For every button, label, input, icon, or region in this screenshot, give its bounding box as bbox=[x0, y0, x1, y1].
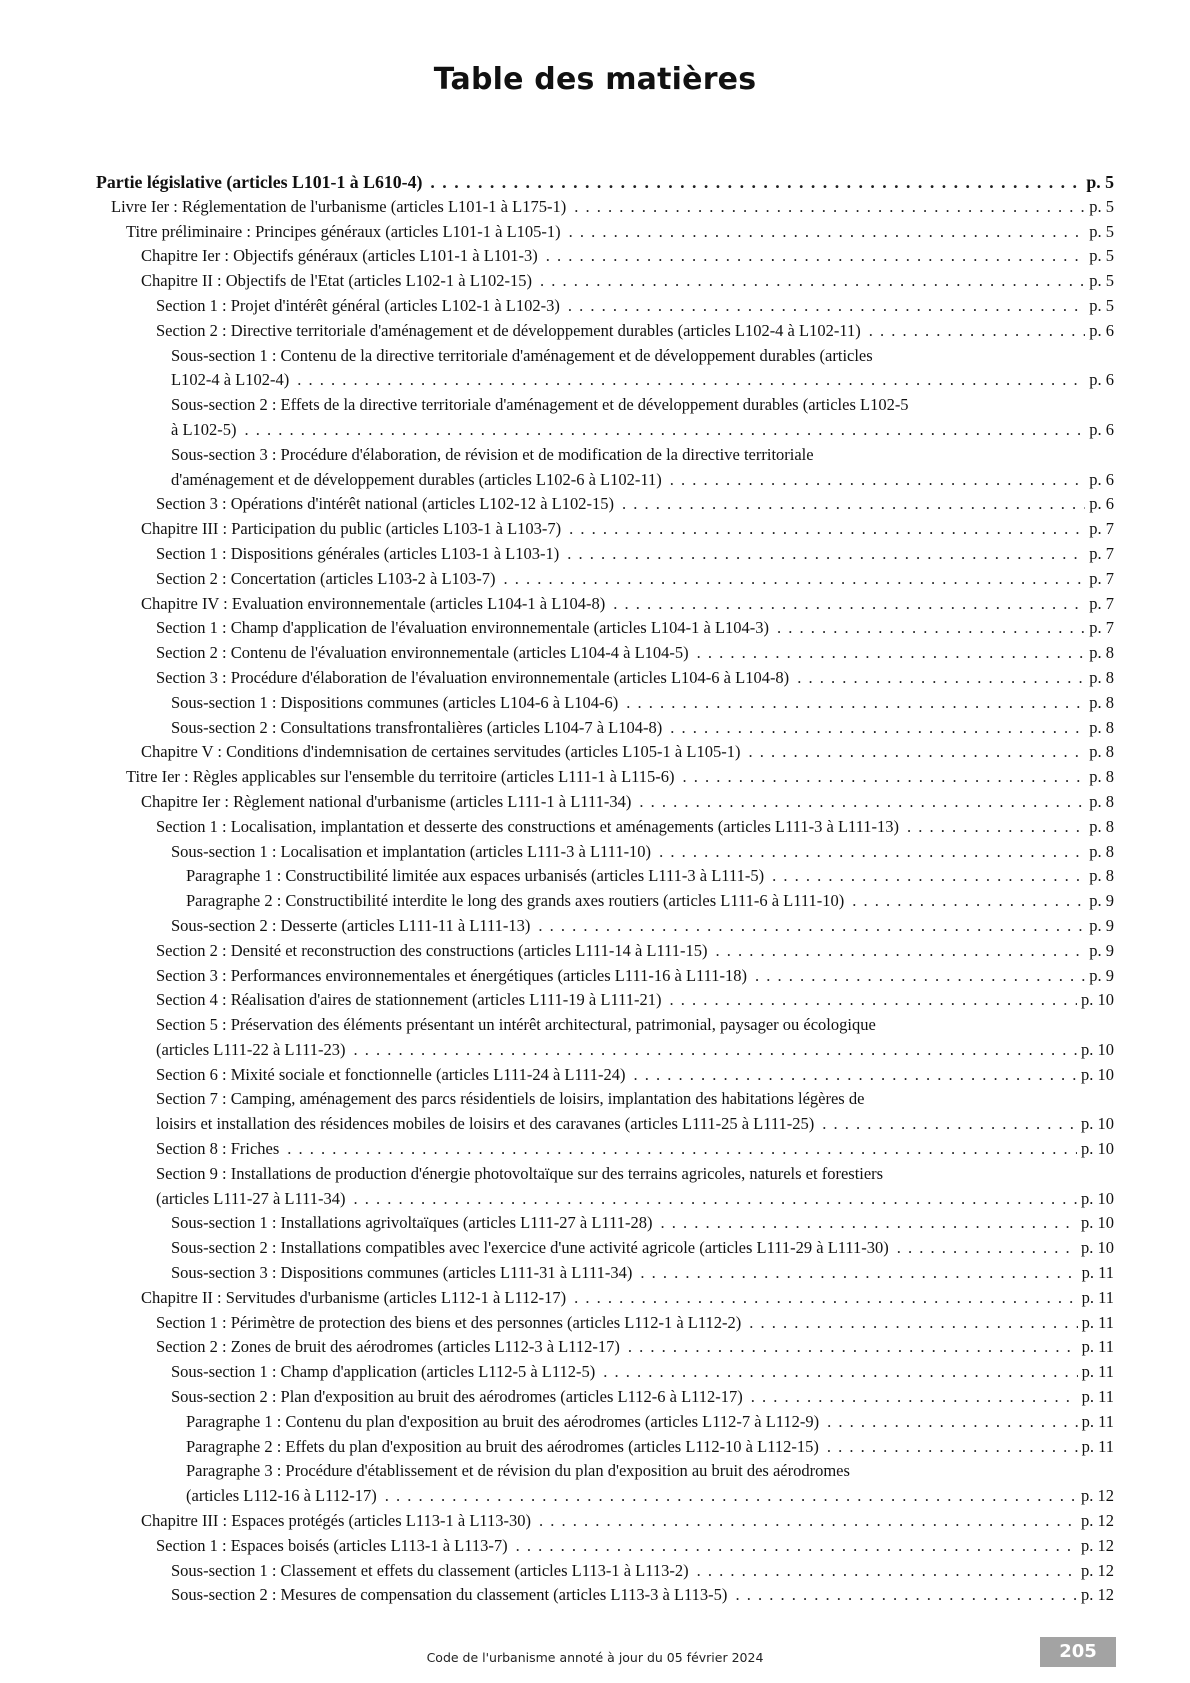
dot-leader bbox=[639, 790, 1085, 815]
dot-leader bbox=[245, 418, 1086, 443]
toc-entry-page: p. 10 bbox=[1081, 1188, 1114, 1208]
toc-entry-text: Sous-section 1 : Localisation et implantation (articles L111-3 à L111-10) bbox=[171, 841, 652, 861]
dot-leader bbox=[869, 319, 1086, 344]
toc-entry-text: Sous-section 3 : Procédure d'élaboration, de révision et de modification de la directive territoriale bbox=[171, 444, 814, 464]
dot-leader bbox=[569, 517, 1085, 542]
toc-entry-text: Section 5 : Préservation des éléments présentant un intérêt architectural, patrimonial, paysager ou écologique bbox=[156, 1015, 876, 1035]
toc-entry[interactable] bbox=[96, 1087, 1114, 1137]
dot-leader bbox=[626, 691, 1085, 716]
toc-entry[interactable] bbox=[96, 1162, 1114, 1212]
toc-entry-text: Section 3 : Performances environnementales et énergétiques (articles L111-16 à L111-18) bbox=[156, 965, 748, 985]
dot-leader bbox=[748, 740, 1085, 765]
toc-entry-text: à L102-5) bbox=[171, 419, 237, 439]
toc-entry-text: Sous-section 3 : Dispositions communes (articles L111-31 à L111-34) bbox=[171, 1263, 633, 1283]
toc-entry-page: p. 6 bbox=[1089, 370, 1114, 390]
toc-entry-text: Section 3 : Procédure d'élaboration de l'évaluation environnementale (articles L104-6 à L104-8) bbox=[156, 667, 790, 687]
toc-entry-text: Chapitre Ier : Objectifs généraux (articles L101-1 à L101-3) bbox=[141, 246, 538, 266]
dot-leader bbox=[622, 492, 1085, 517]
toc-entry-text: Section 1 : Dispositions générales (articles L103-1 à L103-1) bbox=[156, 543, 560, 563]
toc-entry-text: Sous-section 1 : Champ d'application (articles L112-5 à L112-5) bbox=[171, 1362, 596, 1382]
toc-entry-text: Chapitre V : Conditions d'indemnisation de certaines servitudes (articles L105-1 à L105-1) bbox=[141, 742, 741, 762]
dot-leader bbox=[640, 1261, 1077, 1286]
dot-leader bbox=[516, 1534, 1077, 1559]
toc-entry-page: p. 11 bbox=[1081, 1411, 1114, 1431]
dot-leader bbox=[772, 864, 1085, 889]
toc-entry[interactable] bbox=[96, 492, 1114, 517]
toc-entry[interactable] bbox=[96, 691, 1114, 716]
toc-entry-text: Section 1 : Espaces boisés (articles L113-1 à L113-7) bbox=[156, 1535, 508, 1555]
toc-entry-text: Paragraphe 3 : Procédure d'établissement et de révision du plan d'exposition au bruit des aérodromes bbox=[186, 1461, 850, 1481]
toc-entry-text: Section 2 : Zones de bruit des aérodromes (articles L112-3 à L112-17) bbox=[156, 1337, 620, 1357]
toc-entry-text: Section 2 : Densité et reconstruction des constructions (articles L111-14 à L111-15) bbox=[156, 940, 708, 960]
dot-leader bbox=[504, 567, 1086, 592]
toc-entry-page: p. 6 bbox=[1089, 494, 1114, 514]
toc-entry-page: p. 11 bbox=[1081, 1387, 1114, 1407]
toc-entry[interactable] bbox=[96, 244, 1114, 269]
toc-entry-text: Section 1 : Localisation, implantation et desserte des constructions et aménagements (articles L111-3 à L111-13) bbox=[156, 816, 900, 836]
toc-entry-page: p. 6 bbox=[1089, 419, 1114, 439]
toc-entry-page: p. 7 bbox=[1089, 618, 1114, 638]
toc-entry-text: Chapitre Ier : Règlement national d'urbanisme (articles L111-1 à L111-34) bbox=[141, 791, 632, 811]
toc-entry-page: p. 7 bbox=[1089, 543, 1114, 563]
toc-entry-page: p. 8 bbox=[1089, 742, 1114, 762]
dot-leader bbox=[297, 368, 1085, 393]
dot-leader bbox=[735, 1583, 1077, 1608]
toc-entry-text: Titre Ier : Règles applicables sur l'ensemble du territoire (articles L111-1 à L115-6) bbox=[126, 767, 675, 787]
dot-leader bbox=[777, 616, 1085, 641]
dot-leader bbox=[287, 1137, 1077, 1162]
toc-entry-page: p. 11 bbox=[1081, 1436, 1114, 1456]
toc-entry-page: p. 10 bbox=[1081, 1213, 1114, 1233]
dot-leader bbox=[538, 914, 1085, 939]
toc-entry[interactable] bbox=[96, 1211, 1114, 1236]
toc-entry-page: p. 7 bbox=[1089, 568, 1114, 588]
toc-entry-page: p. 9 bbox=[1089, 915, 1114, 935]
toc-entry-text: Livre Ier : Réglementation de l'urbanisme (articles L101-1 à L175-1) bbox=[111, 196, 567, 216]
dot-leader bbox=[697, 641, 1086, 666]
toc-entry-page: p. 8 bbox=[1089, 816, 1114, 836]
dot-leader bbox=[354, 1187, 1077, 1212]
toc-entry-text: Paragraphe 2 : Constructibilité interdite le long des grands axes routiers (articles L111-6 à L111-10) bbox=[186, 891, 845, 911]
dot-leader bbox=[613, 592, 1085, 617]
toc-entry[interactable] bbox=[96, 889, 1114, 914]
toc-entry-page: p. 8 bbox=[1089, 667, 1114, 687]
dot-leader bbox=[546, 244, 1085, 269]
toc-entry-page: p. 5 bbox=[1089, 221, 1114, 241]
toc-entry-text: Section 9 : Installations de production d'énergie photovoltaïque sur des terrains agricoles, naturels et forestiers bbox=[156, 1163, 884, 1183]
toc-entry[interactable] bbox=[96, 1509, 1114, 1534]
toc-entry-page: p. 10 bbox=[1081, 1114, 1114, 1134]
toc-entry[interactable] bbox=[96, 1063, 1114, 1088]
toc-entry-text: Section 4 : Réalisation d'aires de stationnement (articles L111-19 à L111-21) bbox=[156, 990, 662, 1010]
toc-entry[interactable] bbox=[96, 220, 1114, 245]
toc-entry-page: p. 12 bbox=[1081, 1560, 1114, 1580]
dot-leader bbox=[354, 1038, 1077, 1063]
toc-entry-text: Section 7 : Camping, aménagement des parcs résidentiels de loisirs, implantation des habitations légères de bbox=[156, 1089, 865, 1109]
toc-entry-page: p. 11 bbox=[1081, 1337, 1114, 1357]
toc-entry-page: p. 11 bbox=[1081, 1263, 1114, 1283]
dot-leader bbox=[716, 939, 1086, 964]
toc-entry[interactable] bbox=[96, 592, 1114, 617]
toc-entry-text: Sous-section 1 : Classement et effets du classement (articles L113-1 à L113-2) bbox=[171, 1560, 689, 1580]
toc-entry-text: Chapitre IV : Evaluation environnementale (articles L104-1 à L104-8) bbox=[141, 593, 606, 613]
toc-entry-text: Sous-section 2 : Installations compatibles avec l'exercice d'une activité agricole (articles L111-29 à L111-30) bbox=[171, 1238, 889, 1258]
toc-entry-page: p. 10 bbox=[1081, 1039, 1114, 1059]
toc-entry[interactable] bbox=[96, 914, 1114, 939]
dot-leader bbox=[634, 1063, 1078, 1088]
toc-entry-text: Section 2 : Contenu de l'évaluation environnementale (articles L104-4 à L104-5) bbox=[156, 643, 689, 663]
page-title: Table des matières bbox=[433, 62, 757, 97]
toc-entry-page: p. 9 bbox=[1089, 940, 1114, 960]
toc-entry-page: p. 6 bbox=[1089, 320, 1114, 340]
toc-entry-text: Section 2 : Concertation (articles L103-2 à L103-7) bbox=[156, 568, 496, 588]
dot-leader bbox=[628, 1335, 1078, 1360]
toc-entry-text: Chapitre II : Objectifs de l'Etat (articles L102-1 à L102-15) bbox=[141, 271, 533, 291]
toc-entry-page: p. 8 bbox=[1089, 692, 1114, 712]
toc-entry[interactable] bbox=[96, 815, 1114, 840]
toc-entry[interactable] bbox=[96, 567, 1114, 592]
toc-entry-text: Titre préliminaire : Principes généraux (articles L101-1 à L105-1) bbox=[126, 221, 561, 241]
toc-entry-text: Chapitre III : Espaces protégés (articles L113-1 à L113-30) bbox=[141, 1511, 532, 1531]
dot-leader bbox=[897, 1236, 1077, 1261]
toc-entry-page: p. 12 bbox=[1081, 1535, 1114, 1555]
table-of-contents bbox=[96, 170, 1114, 1608]
toc-entry-text: Sous-section 1 : Installations agrivoltaïques (articles L111-27 à L111-28) bbox=[171, 1213, 653, 1233]
toc-entry-text: Partie législative (articles L101-1 à L610-4) bbox=[96, 172, 423, 192]
toc-entry-text: Section 1 : Périmètre de protection des biens et des personnes (articles L112-1 à L112-2) bbox=[156, 1312, 742, 1332]
toc-entry-text: Paragraphe 2 : Effets du plan d'exposition au bruit des aérodromes (articles L112-10 à L112-15) bbox=[186, 1436, 819, 1456]
dot-leader bbox=[574, 1286, 1077, 1311]
dot-leader bbox=[568, 294, 1085, 319]
toc-entry-page: p. 6 bbox=[1089, 469, 1114, 489]
toc-entry[interactable] bbox=[96, 344, 1114, 394]
dot-leader bbox=[670, 468, 1085, 493]
toc-entry-text: Sous-section 2 : Desserte (articles L111-11 à L111-13) bbox=[171, 915, 531, 935]
toc-entry-page: p. 8 bbox=[1089, 841, 1114, 861]
toc-entry[interactable] bbox=[96, 840, 1114, 865]
toc-entry-page: p. 8 bbox=[1089, 791, 1114, 811]
toc-entry-page: p. 10 bbox=[1081, 1238, 1114, 1258]
toc-entry-page: p. 5 bbox=[1089, 271, 1114, 291]
dot-leader bbox=[751, 1385, 1078, 1410]
toc-entry-page: p. 9 bbox=[1089, 965, 1114, 985]
toc-entry-text: Section 6 : Mixité sociale et fonctionnelle (articles L111-24 à L111-24) bbox=[156, 1064, 626, 1084]
page-number-badge: 205 bbox=[1040, 1637, 1116, 1667]
toc-entry-page: p. 11 bbox=[1081, 1312, 1114, 1332]
toc-entry-page: p. 8 bbox=[1089, 717, 1114, 737]
toc-entry-text: Sous-section 1 : Contenu de la directive territoriale d'aménagement et de développement durables (articles bbox=[171, 345, 873, 365]
toc-entry-page: p. 5 bbox=[1086, 172, 1114, 192]
toc-entry-page: p. 11 bbox=[1081, 1362, 1114, 1382]
toc-entry-page: p. 5 bbox=[1089, 295, 1114, 315]
toc-entry-page: p. 12 bbox=[1081, 1511, 1114, 1531]
toc-entry[interactable] bbox=[96, 1385, 1114, 1410]
toc-entry-page: p. 7 bbox=[1089, 519, 1114, 539]
toc-entry[interactable] bbox=[96, 1583, 1114, 1608]
toc-entry[interactable] bbox=[96, 393, 1114, 443]
dot-leader bbox=[852, 889, 1085, 914]
toc-entry-text: Paragraphe 1 : Contenu du plan d'exposition au bruit des aérodromes (articles L112-7 à L112-9) bbox=[186, 1411, 820, 1431]
toc-entry[interactable] bbox=[96, 964, 1114, 989]
toc-entry[interactable] bbox=[96, 319, 1114, 344]
toc-entry[interactable] bbox=[96, 939, 1114, 964]
dot-leader bbox=[574, 195, 1085, 220]
dot-leader bbox=[749, 1311, 1077, 1336]
toc-entry-text: Section 3 : Opérations d'intérêt national (articles L102-12 à L102-15) bbox=[156, 494, 614, 514]
dot-leader bbox=[567, 542, 1085, 567]
toc-entry-text: Chapitre III : Participation du public (articles L103-1 à L103-7) bbox=[141, 519, 562, 539]
dot-leader bbox=[697, 1559, 1077, 1584]
toc-entry-text: Sous-section 1 : Dispositions communes (articles L104-6 à L104-6) bbox=[171, 692, 619, 712]
toc-entry[interactable] bbox=[96, 195, 1114, 220]
toc-entry[interactable] bbox=[96, 1435, 1114, 1460]
toc-entry-page: p. 8 bbox=[1089, 767, 1114, 787]
dot-leader bbox=[822, 1112, 1077, 1137]
toc-entry-page: p. 10 bbox=[1081, 990, 1114, 1010]
toc-entry-text: L102-4 à L102-4) bbox=[171, 370, 290, 390]
dot-leader bbox=[540, 269, 1085, 294]
toc-entry[interactable] bbox=[96, 1534, 1114, 1559]
dot-leader bbox=[827, 1435, 1078, 1460]
dot-leader bbox=[659, 840, 1085, 865]
dot-leader bbox=[827, 1410, 1077, 1435]
toc-entry[interactable] bbox=[96, 1335, 1114, 1360]
dot-leader bbox=[683, 765, 1086, 790]
toc-entry[interactable] bbox=[96, 269, 1114, 294]
dot-leader bbox=[660, 1211, 1077, 1236]
toc-entry[interactable] bbox=[96, 1261, 1114, 1286]
toc-entry-text: loisirs et installation des résidences mobiles de loisirs et des caravanes (articles L111-25 à L111-25) bbox=[156, 1114, 815, 1134]
toc-entry-text: Section 1 : Projet d'intérêt général (articles L102-1 à L102-3) bbox=[156, 295, 560, 315]
toc-entry[interactable] bbox=[96, 1559, 1114, 1584]
toc-entry-text: (articles L111-27 à L111-34) bbox=[156, 1188, 346, 1208]
toc-entry[interactable] bbox=[96, 1410, 1114, 1435]
dot-leader bbox=[539, 1509, 1077, 1534]
toc-entry[interactable] bbox=[96, 1236, 1114, 1261]
toc-entry-text: (articles L112-16 à L112-17) bbox=[186, 1486, 377, 1506]
dot-leader bbox=[430, 170, 1082, 195]
toc-entry[interactable] bbox=[96, 517, 1114, 542]
toc-entry-page: p. 10 bbox=[1081, 1064, 1114, 1084]
toc-entry[interactable] bbox=[96, 1137, 1114, 1162]
dot-leader bbox=[670, 716, 1085, 741]
toc-entry-page: p. 12 bbox=[1081, 1585, 1114, 1605]
toc-entry-page: p. 8 bbox=[1089, 866, 1114, 886]
toc-entry[interactable] bbox=[96, 765, 1114, 790]
toc-entry-text: d'aménagement et de développement durables (articles L102-6 à L102-11) bbox=[171, 469, 662, 489]
toc-entry[interactable] bbox=[96, 988, 1114, 1013]
footer-text: Code de l'urbanisme annoté à jour du 05 février 2024 bbox=[426, 1650, 764, 1665]
toc-entry[interactable] bbox=[96, 1013, 1114, 1063]
toc-entry-page: p. 5 bbox=[1089, 196, 1114, 216]
toc-entry-text: Sous-section 2 : Plan d'exposition au bruit des aérodromes (articles L112-6 à L112-17) bbox=[171, 1387, 743, 1407]
toc-entry[interactable] bbox=[96, 666, 1114, 691]
toc-entry-text: Sous-section 2 : Consultations transfrontalières (articles L104-7 à L104-8) bbox=[171, 717, 663, 737]
toc-entry[interactable] bbox=[96, 170, 1114, 195]
dot-leader bbox=[603, 1360, 1077, 1385]
toc-entry-page: p. 8 bbox=[1089, 643, 1114, 663]
toc-entry[interactable] bbox=[96, 1360, 1114, 1385]
toc-entry-page: p. 9 bbox=[1089, 891, 1114, 911]
toc-entry-text: Sous-section 2 : Effets de la directive territoriale d'aménagement et de développement durables (articles L102-5 bbox=[171, 395, 909, 415]
toc-entry[interactable] bbox=[96, 1459, 1114, 1509]
toc-entry-text: Section 2 : Directive territoriale d'aménagement et de développement durables (articles L102-4 à L102-11) bbox=[156, 320, 861, 340]
toc-entry-text: Chapitre II : Servitudes d'urbanisme (articles L112-1 à L112-17) bbox=[141, 1287, 567, 1307]
toc-entry[interactable] bbox=[96, 616, 1114, 641]
toc-entry[interactable] bbox=[96, 716, 1114, 741]
toc-entry[interactable] bbox=[96, 294, 1114, 319]
dot-leader bbox=[385, 1484, 1077, 1509]
toc-entry[interactable] bbox=[96, 1311, 1114, 1336]
toc-entry-page: p. 12 bbox=[1081, 1486, 1114, 1506]
toc-entry-page: p. 7 bbox=[1089, 593, 1114, 613]
dot-leader bbox=[669, 988, 1077, 1013]
toc-entry-text: (articles L111-22 à L111-23) bbox=[156, 1039, 346, 1059]
toc-entry[interactable] bbox=[96, 542, 1114, 567]
dot-leader bbox=[755, 964, 1085, 989]
toc-entry-text: Section 1 : Champ d'application de l'évaluation environnementale (articles L104-1 à L104-3) bbox=[156, 618, 770, 638]
dot-leader bbox=[907, 815, 1085, 840]
toc-entry[interactable] bbox=[96, 740, 1114, 765]
toc-entry-page: p. 5 bbox=[1089, 246, 1114, 266]
dot-leader bbox=[797, 666, 1085, 691]
toc-entry[interactable] bbox=[96, 790, 1114, 815]
toc-entry-text: Paragraphe 1 : Constructibilité limitée aux espaces urbanisés (articles L111-3 à L111-5) bbox=[186, 866, 765, 886]
toc-entry-page: p. 10 bbox=[1081, 1139, 1114, 1159]
toc-entry-text: Sous-section 2 : Mesures de compensation du classement (articles L113-3 à L113-5) bbox=[171, 1585, 728, 1605]
toc-entry-text: Section 8 : Friches bbox=[156, 1139, 280, 1159]
toc-entry[interactable] bbox=[96, 443, 1114, 493]
toc-entry[interactable] bbox=[96, 864, 1114, 889]
toc-entry[interactable] bbox=[96, 1286, 1114, 1311]
toc-entry[interactable] bbox=[96, 641, 1114, 666]
dot-leader bbox=[569, 220, 1086, 245]
toc-entry-page: p. 11 bbox=[1081, 1287, 1114, 1307]
